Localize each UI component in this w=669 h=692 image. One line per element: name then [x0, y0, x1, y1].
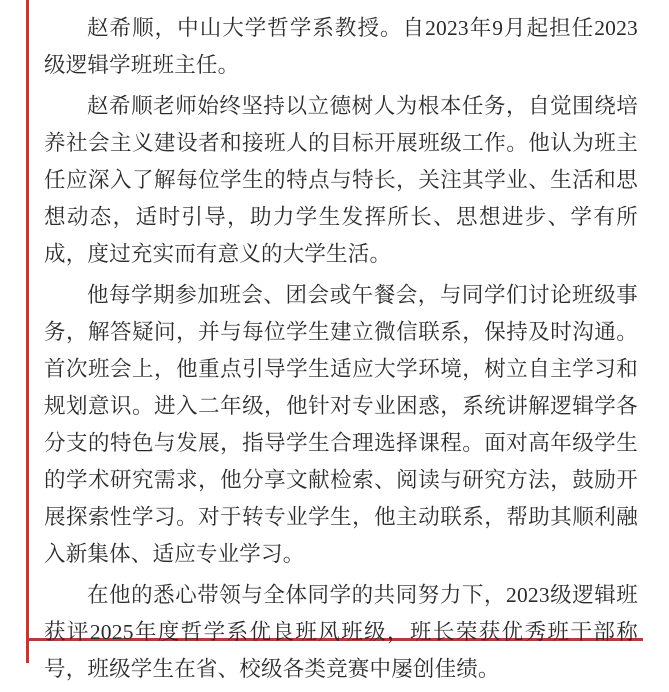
paragraph: 赵希顺老师始终坚持以立德树人为根本任务，自觉围绕培养社会主义建设者和接班人的目标开展班级工作。他认为班主任应深入了解每位学生的特点与特长，关注其学业、生活和思想动态，适时引导，助力学生发挥所长、思想进步、学有所成，度过充实而有意义的大学生活。	[44, 94, 638, 266]
paragraph: 赵希顺，中山大学哲学系教授。自2023年9月起担任2023级逻辑学班班主任。	[44, 16, 638, 77]
paragraph: 在他的悉心带领与全体同学的共同努力下，2023级逻辑班获评2025年度哲学系优良班风班级，班长荣获优秀班干部称号，班级学生在省、校级各类竞赛中屡创佳绩。	[44, 583, 638, 681]
paragraph: 他每学期参加班会、团会或午餐会，与同学们讨论班级事务，解答疑问，并与每位学生建立微信联系，保持及时沟通。首次班会上，他重点引导学生适应大学环境，树立自主学习和规划意识。进入二年级，他针对专业困惑，系统讲解逻辑学各分支的特色与发展，指导学生合理选择课程。面对高年级学生的学术研究需求，他分享文献检索、阅读与研究方法，鼓励开展探索性学习。对于转专业学生，他主动联系，帮助其顺利融入新集体、适应专业学习。	[44, 283, 638, 566]
left-accent-rule	[26, 0, 29, 663]
document-body	[44, 10, 638, 692]
